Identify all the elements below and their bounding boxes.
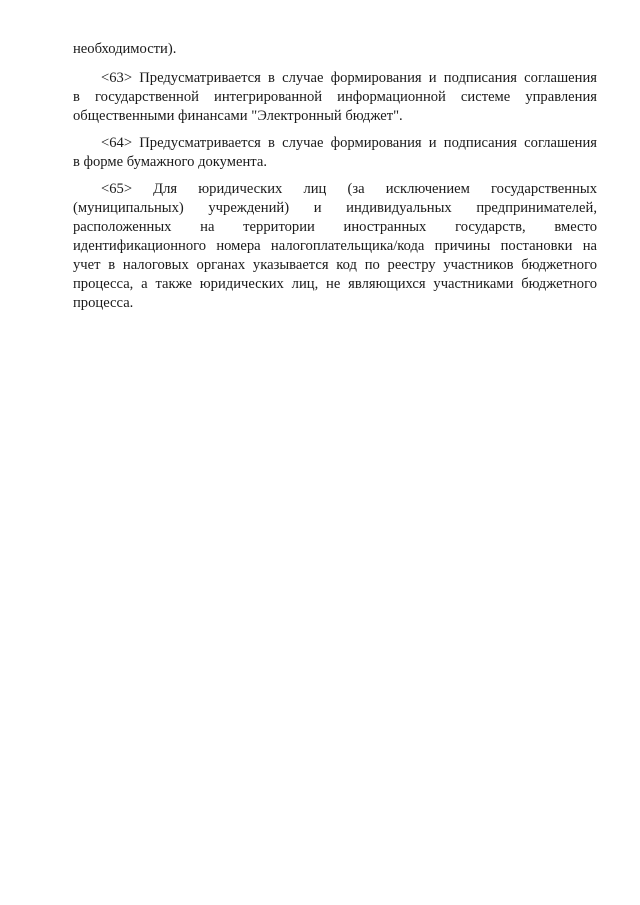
text-line: в форме бумажного документа.	[73, 154, 267, 170]
paragraph-continuation	[73, 40, 597, 59]
text-line: расположенных на территории иностранных государств, вместо	[73, 219, 597, 235]
text-line: процесса, а также юридических лиц, не являющихся участниками бюджетного	[73, 276, 597, 292]
text-line: учет в налоговых органах указывается код по реестру участников бюджетного	[73, 257, 597, 273]
footnote-63	[73, 69, 597, 126]
text-line: <63> Предусматривается в случае формирования и подписания соглашения	[101, 70, 597, 86]
text-line: идентификационного номера налогоплательщика/кода причины постановки на	[73, 238, 597, 254]
text-line: необходимости).	[73, 41, 177, 57]
footnote-65	[73, 180, 597, 313]
text-line: в государственной интегрированной информационной системе управления	[73, 89, 597, 105]
text-line: (муниципальных) учреждений) и индивидуальных предпринимателей,	[73, 200, 597, 216]
text-line: <65> Для юридических лиц (за исключением государственных	[101, 181, 597, 197]
text-line: общественными финансами "Электронный бюджет".	[73, 108, 403, 124]
text-line: <64> Предусматривается в случае формирования и подписания соглашения	[101, 135, 597, 151]
footnote-64	[73, 134, 597, 172]
text-line: процесса.	[73, 295, 134, 311]
